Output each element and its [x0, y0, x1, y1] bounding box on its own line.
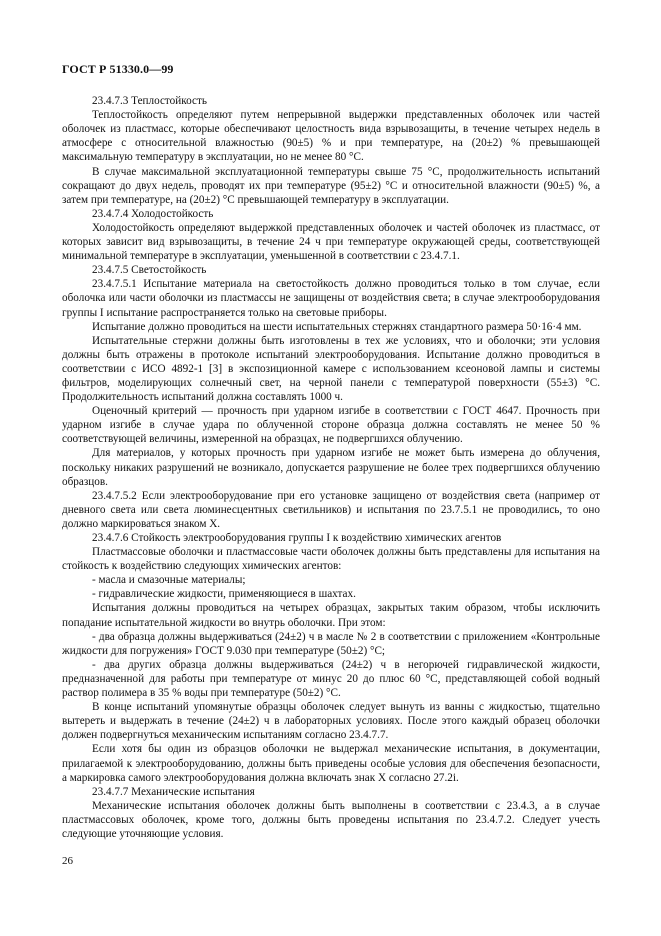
- document-page: [62, 62, 600, 841]
- paragraph: 23.4.7.5.2 Если электрооборудование при его установке защищено от воздействия света (например от дневного света или света люминесцентных светильников) и испытания по 23.7.5.1 не проводились, то оно должно маркироваться знаком X.: [62, 489, 600, 530]
- list-item: - масла и смазочные материалы;: [92, 574, 246, 587]
- section-heading-23-4-7-3: 23.4.7.3 Теплостойкость: [92, 95, 207, 108]
- paragraph: Пластмассовые оболочки и пластмассовые части оболочек должны быть представлены для испытания на стойкость к воздействию следующих химических агентов:: [62, 546, 600, 573]
- page-number: 26: [62, 855, 73, 867]
- paragraph: Испытательные стержни должны быть изготовлены в тех же условиях, что и оболочки; эти условия должны быть отражены в протоколе испытаний электрооборудования. Испытание должно проводиться в соответствии с ИСО 4892-1 [3] в экспозиционной камере с использованием ксеоновой лампы и системы фильтров, моделирующих солнечный свет, на черной панели с температурой поверхности (55±3) °С. Продолжительность испытаний должна составлять 1000 ч.: [62, 334, 600, 404]
- section-heading-23-4-7-6: 23.4.7.6 Стойкость электрооборудования группы I к воздействию химических агентов: [92, 532, 502, 544]
- paragraph: Испытания должны проводиться на четырех образцах, закрытых таким образом, чтобы исключить попадание испытательной жидкости во внутрь оболочки. При этом:: [62, 602, 600, 629]
- paragraph: Холодостойкость определяют выдержкой представленных оболочек и частей оболочек из пластмасс, от которых зависит вид взрывозащиты, в течение 24 ч при температуре окружающей среды, соответствующей минимальной температуре в эксплуатации, уменьшенной в соответствии с 23.4.7.1.: [62, 221, 600, 263]
- section-heading-23-4-7-4: 23.4.7.4 Холодостойкость: [92, 207, 214, 220]
- list-item: - два образца должны выдерживаться (24±2) ч в масле № 2 в соответствии с приложением «Контрольные жидкости для погружения» ГОСТ 9.030 при температуре (50±2) °С;: [62, 630, 600, 657]
- paragraph: Механические испытания оболочек должны быть выполнены в соответствии с 23.4.3, а в случае пластмассовых оболочек, кроме того, должны быть проведены испытания по 23.4.7.2. Следует учесть следующие уточняющие условия.: [62, 799, 600, 840]
- paragraph: Теплостойкость определяют путем непрерывной выдержки представленных оболочек или частей оболочек из пластмасс, которые обеспечивают целостность вида взрывозащиты, в течение четырех недель в атмосфере с относительной влажностью (90±5) % и при температуре, на (20±2) % превышающей максимальную температуру в эксплуатации, но не менее 80 °С.: [62, 109, 600, 164]
- section-heading-23-4-7-5: 23.4.7.5 Светостойкость: [92, 264, 207, 277]
- paragraph: Если хотя бы один из образцов оболочки не выдержал механические испытания, в документации, прилагаемой к электрооборудованию, должны быть приведены особые условия для обеспечения безопасности, а маркировка самого электрооборудования должна включать знак X согласно 27.2i.: [62, 743, 600, 784]
- paragraph: 23.4.7.5.1 Испытание материала на светостойкость должно проводиться только в том случае, если оболочка или части оболочки из пластмассы не защищены от воздействия света; в случае электрооборудования группы I испытание распространяется только на световые приборы.: [62, 278, 600, 319]
- paragraph: В конце испытаний упомянутые образцы оболочек следует вынуть из ванны с жидкостью, тщательно вытереть и выдержать в течение (24±2) ч в лабораторных условиях. После этого каждый образец оболочки должен подвергнуться механическим испытаниям согласно 23.4.7.7.: [62, 701, 600, 742]
- paragraph: Для материалов, у которых прочность при ударном изгибе не может быть измерена до облучения, поскольку никаких разрушений не возникало, допускается разрушение не более трех подвергшихся облучению образцов.: [62, 447, 600, 488]
- paragraph: Оценочный критерий — прочность при ударном изгибе в соответствии с ГОСТ 4647. Прочность при ударном изгибе в случае удара по облученной стороне образца должна составлять не менее 50 % соответствующей величины, измеренной на образцах, не подвергшихся облучению.: [62, 405, 600, 446]
- section-heading-23-4-7-7: 23.4.7.7 Механические испытания: [92, 785, 255, 798]
- paragraph: В случае максимальной эксплуатационной температуры свыше 75 °С, продолжительность испытаний сокращают до двух недель, проводят их при температуре (95±2) °С и относительной влажности (90±5) %, а затем при температуре, на (20±2) °С превышающей температуру в эксплуатации.: [62, 165, 600, 206]
- paragraph: Испытание должно проводиться на шести испытательных стержнях стандартного размера 50·16·4 мм.: [92, 320, 582, 333]
- document-header: ГОСТ Р 51330.0—99: [62, 62, 174, 76]
- list-item: - два других образца должны выдерживаться (24±2) ч в негорючей гидравлической жидкости, предназначенной для работы при температуре от минус 20 до плюс 60 °С, представляющей собой водный раствор полимера в 35 % воды при температуре (50±2) °С.: [62, 658, 600, 700]
- list-item: - гидравлические жидкости, применяющиеся в шахтах.: [92, 588, 356, 601]
